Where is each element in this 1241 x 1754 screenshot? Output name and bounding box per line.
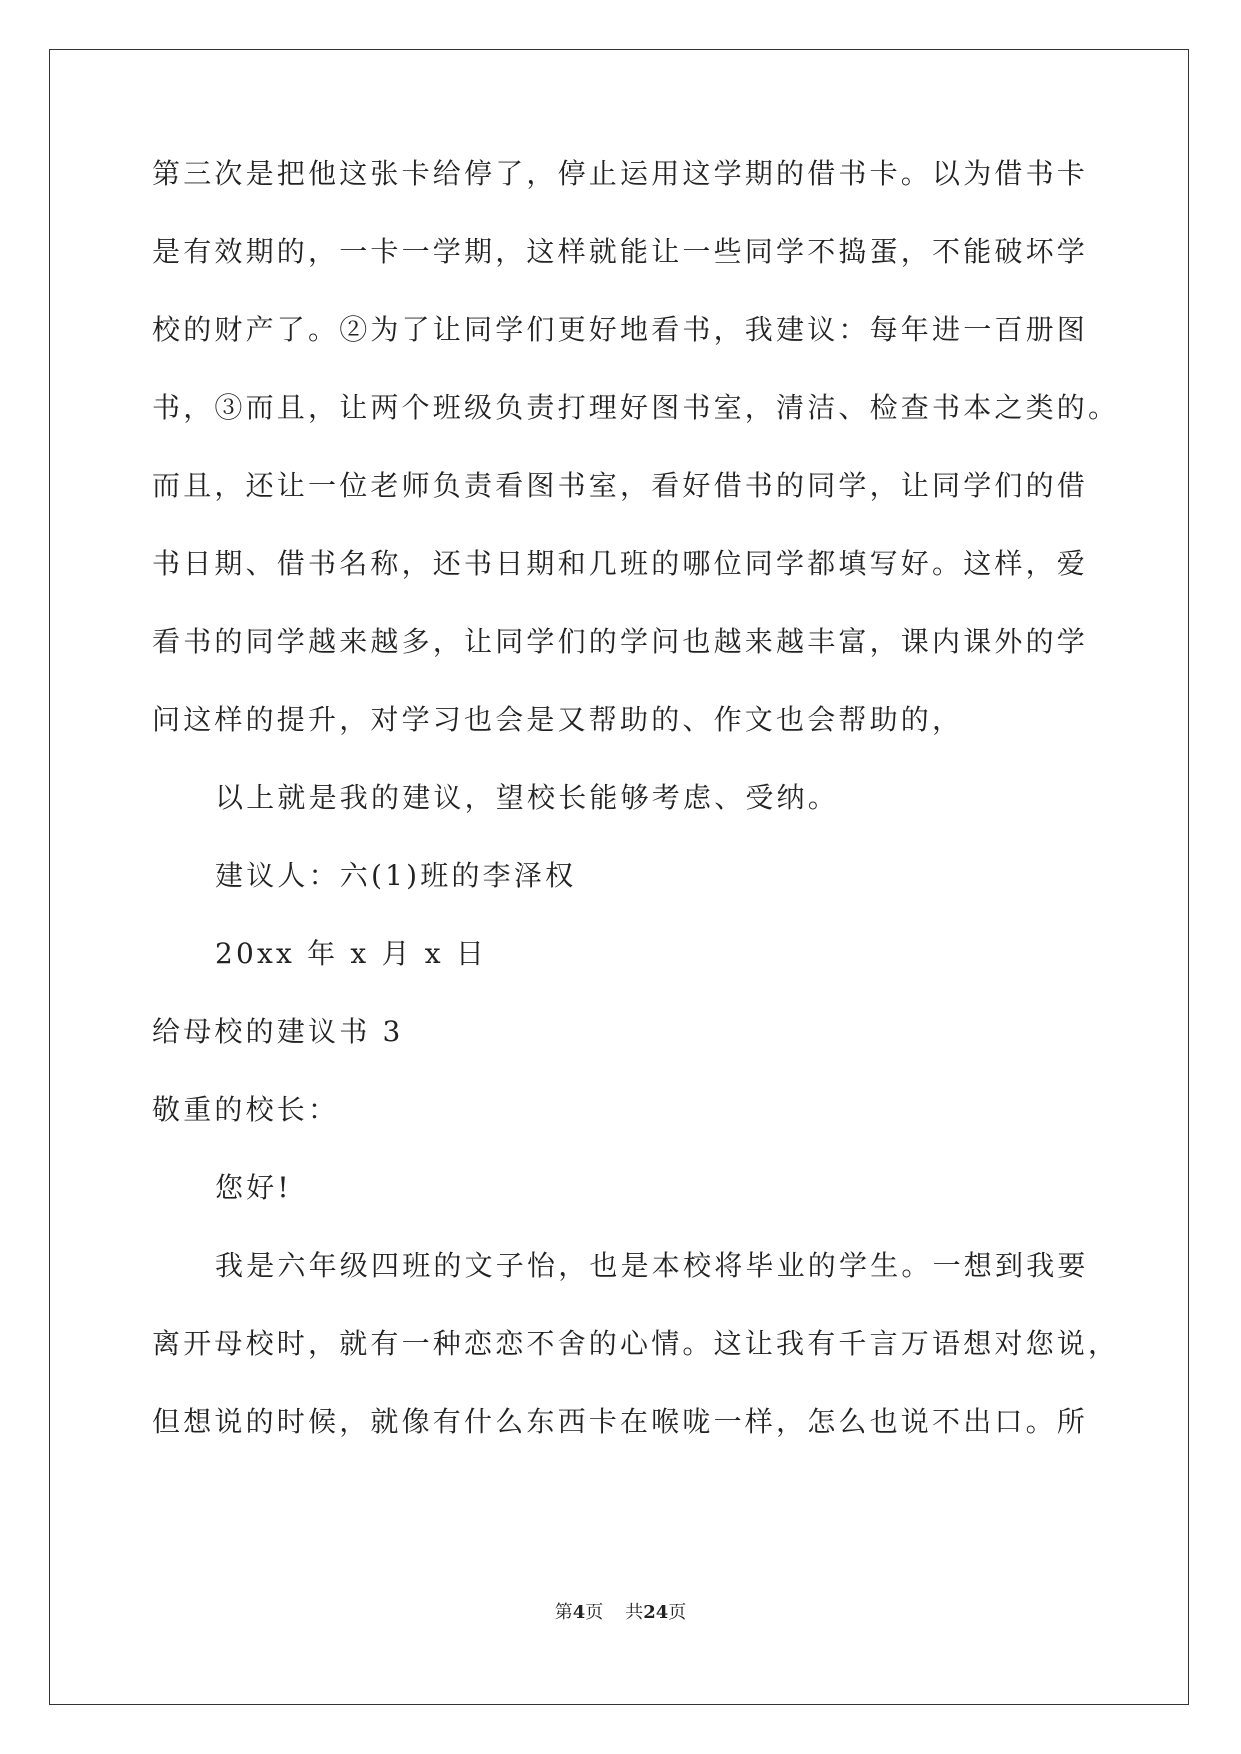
footer-total-prefix: 共 <box>625 1602 644 1623</box>
body-line-3: 校的财产了。②为了让同学们更好地看书，我建议：每年进一百册图 <box>152 313 1089 346</box>
body-line-2: 是有效期的，一卡一学期，这样就能让一些同学不捣蛋，不能破坏学 <box>152 235 1089 268</box>
letter-line-3: 但想说的时候，就像有什么东西卡在喉咙一样，怎么也说不出口。所 <box>152 1405 1089 1438</box>
body-line-5: 而且，还让一位老师负责看图书室，看好借书的同学，让同学们的借 <box>152 469 1089 502</box>
total-pages-number: 24 <box>643 1602 669 1623</box>
letter-line-2: 离开母校时，就有一种恋恋不舍的心情。这让我有千言万语想对您说， <box>152 1327 1120 1360</box>
body-line-6: 书日期、借书名称，还书日期和几班的哪位同学都填写好。这样，爱 <box>152 547 1089 580</box>
closing-paragraph: 以上就是我的建议，望校长能够考虑、受纳。 <box>215 781 840 814</box>
body-line-1: 第三次是把他这张卡给停了，停止运用这学期的借书卡。以为借书卡 <box>152 157 1089 190</box>
body-line-4: 书，③而且，让两个班级负责打理好图书室，清洁、检查书本之类的。 <box>152 391 1120 424</box>
letter-line-1: 我是六年级四班的文子怡，也是本校将毕业的学生。一想到我要 <box>215 1249 1089 1282</box>
footer-total-suffix: 页 <box>668 1602 687 1623</box>
salutation: 敬重的校长： <box>152 1093 340 1126</box>
signature-line: 建议人：六(1)班的李泽权 <box>215 859 577 892</box>
document-body <box>152 157 1120 1486</box>
footer-prefix: 第 <box>554 1602 573 1623</box>
page-footer <box>0 1602 1241 1624</box>
body-line-8: 问这样的提升，对学习也会是又帮助的、作文也会帮助的， <box>152 703 964 736</box>
date-line: 20xx 年 x 月 x 日 <box>215 937 488 970</box>
footer-page-word: 页 <box>585 1602 604 1623</box>
body-line-7: 看书的同学越来越多，让同学们的学问也越来越丰富，课内课外的学 <box>152 625 1089 658</box>
current-page-number: 4 <box>572 1602 586 1623</box>
greeting: 您好! <box>215 1171 292 1204</box>
section-title: 给母校的建议书 3 <box>152 1015 404 1048</box>
